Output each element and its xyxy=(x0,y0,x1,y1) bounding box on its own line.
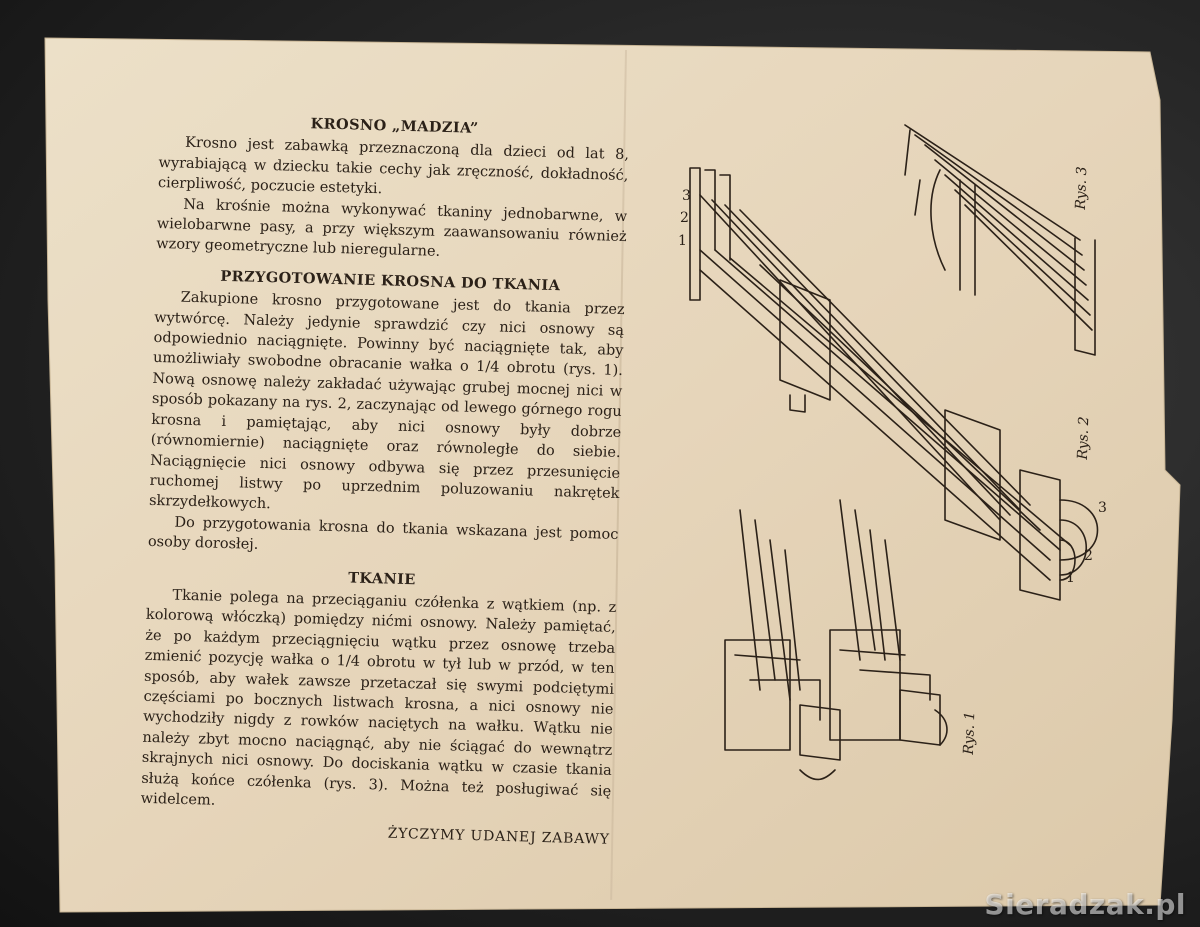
closing-line: ŻYCZYMY UDANEJ ZABAWY xyxy=(387,826,611,849)
marker-3-bottom: 3 xyxy=(1098,500,1107,516)
section-title-preparation: PRZYGOTOWANIE KROSNA DO TKANIA xyxy=(220,267,561,295)
watermark-text: Sieradzak.pl xyxy=(984,888,1186,921)
marker-3-top: 3 xyxy=(682,188,691,204)
marker-1-bottom: 1 xyxy=(1066,570,1075,586)
document-title: KROSNO „MADZIA” xyxy=(310,115,479,137)
figure-rys1 xyxy=(725,500,947,779)
marker-1-top: 1 xyxy=(678,233,687,249)
section-title-weaving: TKANIE xyxy=(348,568,416,588)
preparation-paragraph-2: Do przygotowania krosna do tkania wskazana jest pomoc osoby dorosłej. xyxy=(147,514,619,554)
preparation-paragraph-1: Zakupione krosno przygotowane jest do tkania przez wytwórcę. Należy jedynie sprawdzić czy nici osnowy są odpowiednio naciągnięte. Powinny być naciągnięte tak, aby umożliwiały swobodne obracanie wałka o 1/4 obrotu (rys. 1). Nową osnowę należy zakładać używając grubej mocnej nici w sposób pokazany na rys. 2, zaczynając od lewego górnego rogu krosna i pamiętając, aby nici osnowy były dobrze (równomiernie) naciągnięte oraz równoległe do siebie. Naciągnięcie nici osnowy odbywa się przez przesunięcie ruchomej listwy po uprzednim poluzowaniu nakrętek skrzydełkowych. xyxy=(148,289,625,513)
intro-paragraph-2: Na krośnie można wykonywać tkaniny jednobarwne, w wielobarwne pasy, a przy większym zaawansowaniu również wzory geometryczne lub nieregularne. xyxy=(156,196,628,261)
figure-label-rys3: Rys. 3 xyxy=(1072,166,1091,210)
marker-2-top: 2 xyxy=(680,210,689,226)
figure-label-rys2: Rys. 2 xyxy=(1074,416,1093,460)
marker-2-bottom: 2 xyxy=(1084,548,1093,564)
figure-rys3 xyxy=(905,125,1095,355)
figure-label-rys1: Rys. 1 xyxy=(960,711,979,755)
intro-paragraph-1: Krosno jest zabawką przeznaczoną dla dzieci od lat 8, wyrabiającą w dziecku takie cechy jak zręczność, dokładność, cierpliwość, poczucie estetyki. xyxy=(157,135,630,198)
weaving-paragraph: Tkanie polega na przeciąganiu czółenka z wątkiem (np. z kolorową włóczką) pomiędzy nićmi osnowy. Należy pamiętać, że po każdym przeciągnięciu wątku przez osnowę trzeba zmienić pozycję wałka o 1/4 obrotu w tył lub w przód, w ten sposób, aby wałek zawsze przetaczał się swymi podciętymi częściami po bocznych listwach krosna, a nici osnowy nie wychodziły nigdy z rowków naciętych na wałku. Wątku nie należy zbyt mocno naciągnąć, aby nie ściągać do wewnątrz skrajnych nici osnowy. Do dociskania wątku w czasie tkania służą końce czółenka (rys. 3). Można też posługiwać się widelcem. xyxy=(140,587,617,809)
